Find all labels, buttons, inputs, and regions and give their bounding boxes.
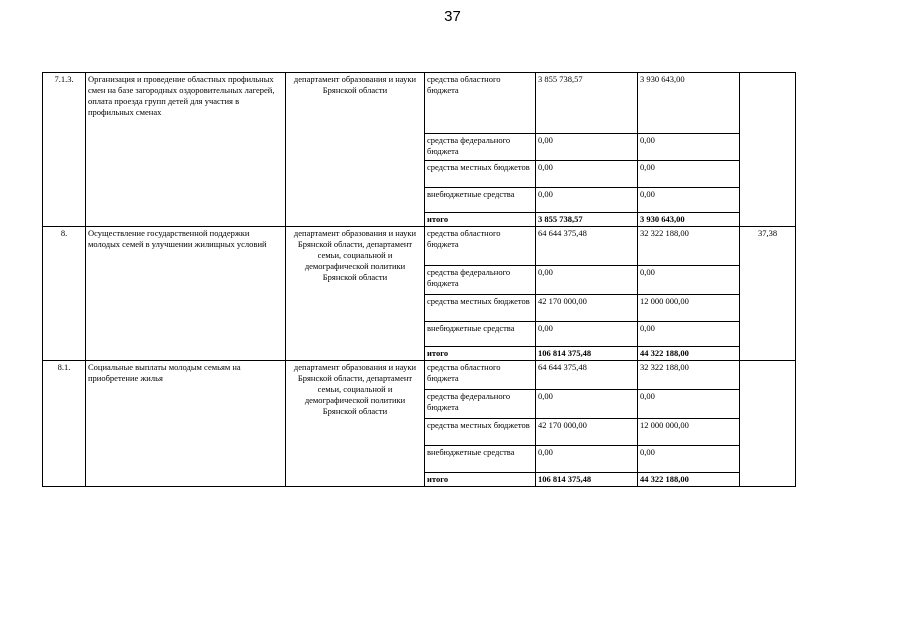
item-number: 8.1.	[43, 361, 86, 487]
item-executor: департамент образования и науки Брянской области, департамент семьи, социальной и демографической политики Брянской области	[286, 361, 425, 487]
page-number: 37	[444, 8, 461, 25]
source-label: средства местных бюджетов	[425, 419, 536, 446]
source-label: средства федерального бюджета	[425, 134, 536, 161]
item-percent	[740, 361, 796, 487]
amount-actual: 0,00	[638, 322, 740, 347]
source-label: итого	[425, 347, 536, 361]
item-percent: 37,38	[740, 227, 796, 361]
amount-planned: 64 644 375,48	[536, 361, 638, 390]
amount-planned: 3 855 738,57	[536, 73, 638, 134]
source-label: средства федерального бюджета	[425, 390, 536, 419]
source-label: средства областного бюджета	[425, 227, 536, 266]
amount-planned: 0,00	[536, 134, 638, 161]
table-row	[43, 227, 796, 266]
amount-planned: 0,00	[536, 390, 638, 419]
item-name: Социальные выплаты молодым семьям на приобретение жилья	[86, 361, 286, 487]
amount-actual: 3 930 643,00	[638, 73, 740, 134]
amount-actual: 12 000 000,00	[638, 419, 740, 446]
item-name: Осуществление государственной поддержки молодых семей в улучшении жилищных условий	[86, 227, 286, 361]
source-label: итого	[425, 213, 536, 227]
amount-actual: 0,00	[638, 446, 740, 473]
amount-actual: 44 322 188,00	[638, 473, 740, 487]
table-row	[43, 73, 796, 134]
amount-planned: 42 170 000,00	[536, 419, 638, 446]
item-executor: департамент образования и науки Брянской области	[286, 73, 425, 227]
amount-planned: 106 814 375,48	[536, 347, 638, 361]
source-label: внебюджетные средства	[425, 322, 536, 347]
amount-actual: 3 930 643,00	[638, 213, 740, 227]
source-label: средства местных бюджетов	[425, 161, 536, 188]
amount-actual: 0,00	[638, 266, 740, 295]
source-label: средства областного бюджета	[425, 361, 536, 390]
amount-planned: 42 170 000,00	[536, 295, 638, 322]
source-label: внебюджетные средства	[425, 446, 536, 473]
amount-planned: 0,00	[536, 322, 638, 347]
budget-table	[42, 72, 796, 487]
item-number: 8.	[43, 227, 86, 361]
amount-planned: 106 814 375,48	[536, 473, 638, 487]
amount-actual: 44 322 188,00	[638, 347, 740, 361]
amount-actual: 0,00	[638, 134, 740, 161]
item-number: 7.1.3.	[43, 73, 86, 227]
amount-actual: 12 000 000,00	[638, 295, 740, 322]
amount-planned: 3 855 738,57	[536, 213, 638, 227]
amount-actual: 0,00	[638, 390, 740, 419]
amount-planned: 64 644 375,48	[536, 227, 638, 266]
amount-planned: 0,00	[536, 446, 638, 473]
amount-actual: 32 322 188,00	[638, 227, 740, 266]
amount-actual: 0,00	[638, 161, 740, 188]
source-label: внебюджетные средства	[425, 188, 536, 213]
amount-planned: 0,00	[536, 266, 638, 295]
amount-planned: 0,00	[536, 188, 638, 213]
source-label: средства областного бюджета	[425, 73, 536, 134]
item-executor: департамент образования и науки Брянской области, департамент семьи, социальной и демографической политики Брянской области	[286, 227, 425, 361]
amount-planned: 0,00	[536, 161, 638, 188]
item-percent	[740, 73, 796, 227]
source-label: средства федерального бюджета	[425, 266, 536, 295]
amount-actual: 32 322 188,00	[638, 361, 740, 390]
table-row	[43, 361, 796, 390]
item-name: Организация и проведение областных профильных смен на базе загородных оздоровительных лагерей, оплата проезда групп детей для участия в профильных сменах	[86, 73, 286, 227]
amount-actual: 0,00	[638, 188, 740, 213]
source-label: итого	[425, 473, 536, 487]
source-label: средства местных бюджетов	[425, 295, 536, 322]
